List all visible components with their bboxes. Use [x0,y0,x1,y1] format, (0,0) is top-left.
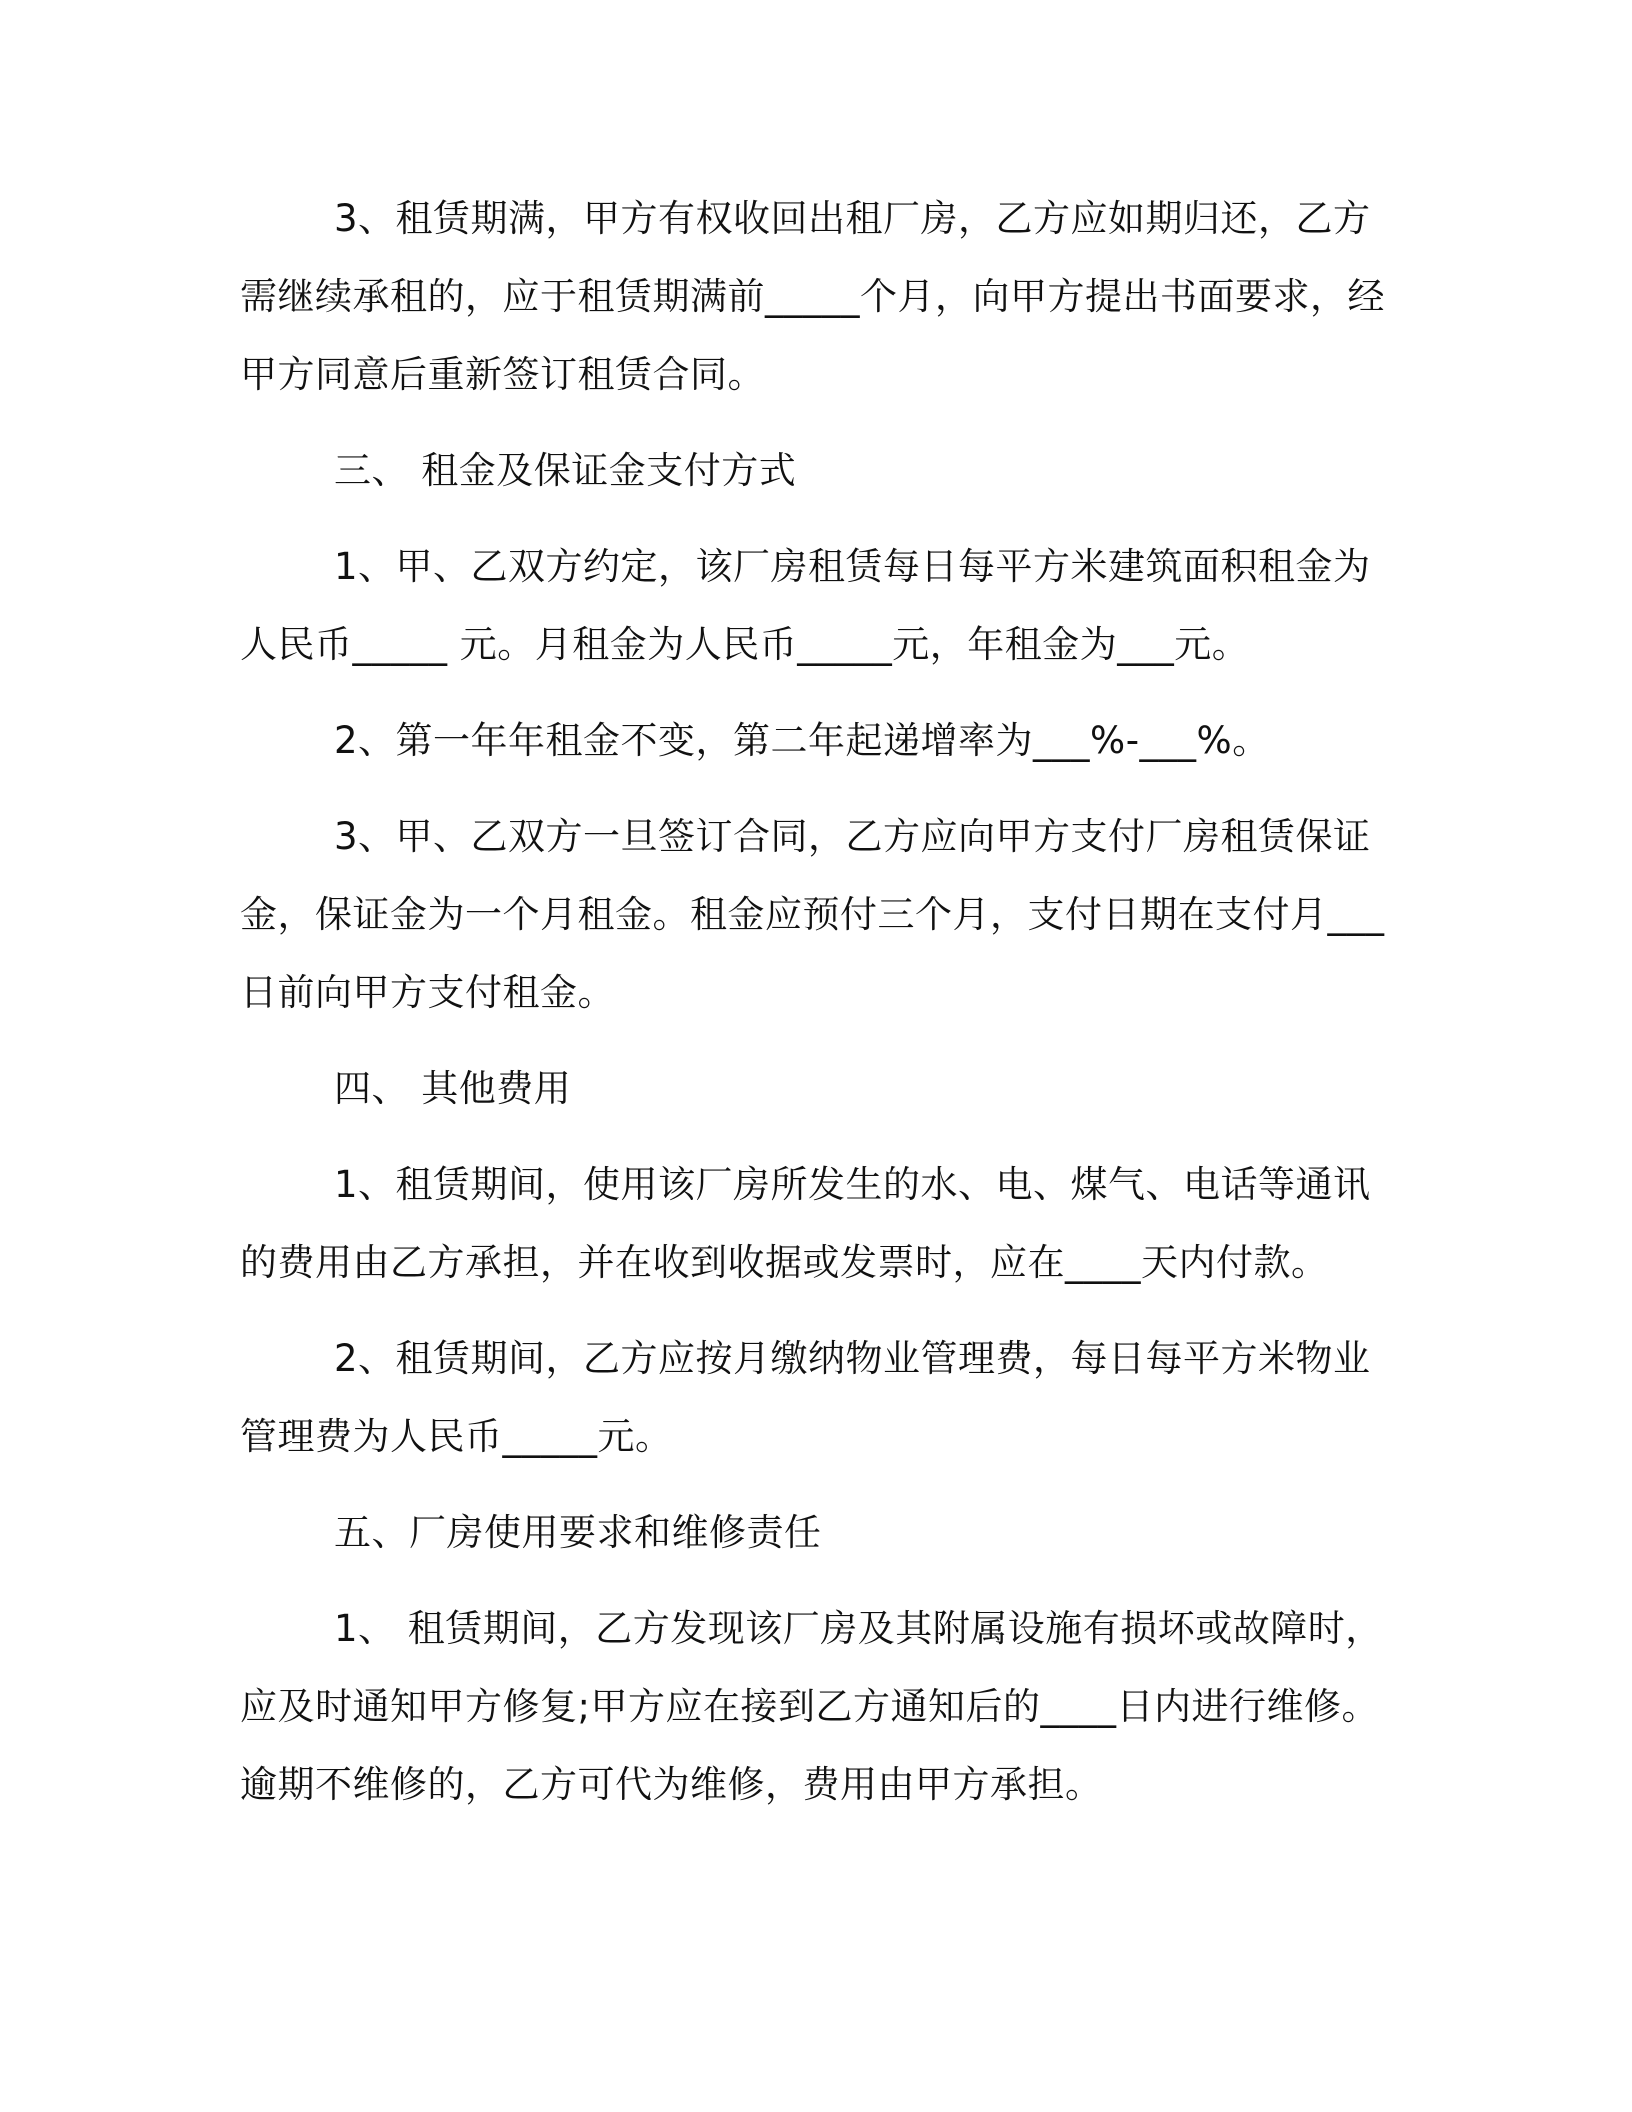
section-3-heading: 三、 租金及保证金支付方式 [334,449,797,492]
clause-4-1-utilities: 1、租赁期间，使用该厂房所发生的水、电、煤气、电话等通讯的费用由乙方承担，并在收到收据或发票时，应在____天内付款。 [240,1163,1371,1284]
clause-4-2-property-fee: 2、租赁期间，乙方应按月缴纳物业管理费，每日每平方米物业管理费为人民币_____元。 [240,1337,1371,1458]
clause-3-3-deposit: 3、甲、乙双方一旦签订合同，乙方应向甲方支付厂房租赁保证金，保证金为一个月租金。租金应预付三个月，支付日期在支付月___日前向甲方支付租金。 [240,815,1385,1014]
section-4-heading: 四、 其他费用 [334,1067,572,1110]
section-5-heading: 五、厂房使用要求和维修责任 [334,1511,822,1554]
clause-3-2-rent-increase: 2、第一年年租金不变，第二年起递增率为___%-___%。 [334,719,1270,762]
document-body [240,180,1400,1842]
clause-3-1-rent-amount: 1、甲、乙双方约定，该厂房租赁每日每平方米建筑面积租金为人民币_____ 元。月租金为人民币_____元，年租金为___元。 [240,545,1371,666]
clause-5-1-repairs: 1、 租赁期间，乙方发现该厂房及其附属设施有损坏或故障时，应及时通知甲方修复;甲方应在接到乙方通知后的____日内进行维修。逾期不维修的，乙方可代为维修，费用由甲方承担。 [240,1607,1383,1806]
clause-2-3-lease-renewal: 3、租赁期满，甲方有权收回出租厂房，乙方应如期归还，乙方需继续承租的，应于租赁期满前_____个月，向甲方提出书面要求，经甲方同意后重新签订租赁合同。 [240,197,1385,396]
